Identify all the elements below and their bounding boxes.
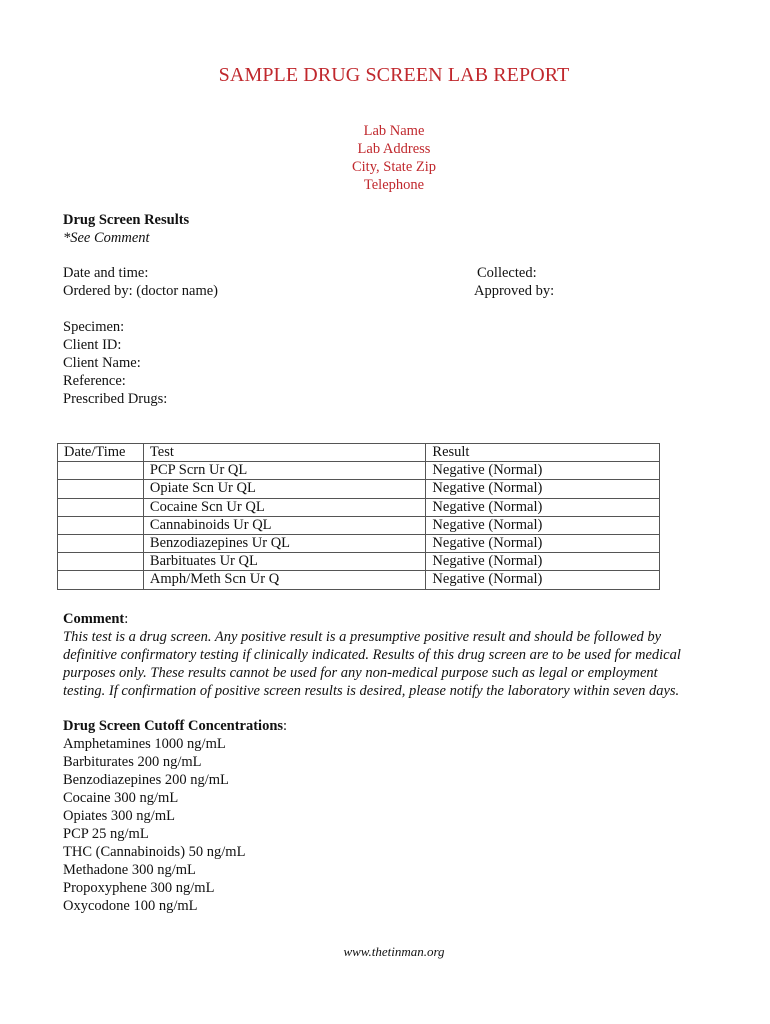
cell-date-time xyxy=(58,571,144,589)
table-row xyxy=(58,553,660,571)
table-row xyxy=(58,480,660,498)
cell-test: Benzodiazepines Ur QL xyxy=(143,534,425,552)
date-time-label: Date and time: xyxy=(63,265,149,281)
cell-date-time xyxy=(58,516,144,534)
see-comment-note: *See Comment xyxy=(63,230,150,246)
cutoff-item: Oxycodone 100 ng/mL xyxy=(63,898,198,914)
cutoff-item: Barbiturates 200 ng/mL xyxy=(63,754,202,770)
cell-test: Cannabinoids Ur QL xyxy=(143,516,425,534)
table-header-row xyxy=(58,444,660,462)
cell-result: Negative (Normal) xyxy=(426,534,660,552)
comment-label: Comment xyxy=(63,611,125,627)
specimen-label: Specimen: xyxy=(63,319,125,335)
cell-result: Negative (Normal) xyxy=(426,480,660,498)
footer-link[interactable]: www.thetinman.org xyxy=(343,944,445,959)
lab-address: Lab Address xyxy=(357,141,431,157)
comment-line: definitive confirmatory testing if clinically indicated. Results of this drug screen are to be used for medical xyxy=(63,647,681,663)
table-row xyxy=(58,571,660,589)
comment-heading xyxy=(63,610,128,628)
results-table xyxy=(57,443,660,590)
prescribed-drugs-label: Prescribed Drugs: xyxy=(63,391,168,407)
cutoff-item: Benzodiazepines 200 ng/mL xyxy=(63,772,229,788)
approved-by-label: Approved by: xyxy=(474,283,555,299)
ordered-by-label: Ordered by: (doctor name) xyxy=(63,283,219,299)
results-heading: Drug Screen Results xyxy=(63,212,190,228)
header-result: Result xyxy=(426,444,660,462)
cell-result: Negative (Normal) xyxy=(426,571,660,589)
cell-date-time xyxy=(58,498,144,516)
cell-test: Barbituates Ur QL xyxy=(143,553,425,571)
specimen-block xyxy=(63,318,167,408)
cutoff-item: Methadone 300 ng/mL xyxy=(63,862,196,878)
table-row xyxy=(58,534,660,552)
header-date-time: Date/Time xyxy=(58,444,144,462)
cell-result: Negative (Normal) xyxy=(426,516,660,534)
cutoff-item: Amphetamines 1000 ng/mL xyxy=(63,736,226,752)
comment-text xyxy=(63,628,723,700)
cutoff-list xyxy=(63,735,245,915)
collected-label: Collected: xyxy=(477,265,537,281)
lab-info xyxy=(0,122,770,194)
header-test: Test xyxy=(143,444,425,462)
cell-date-time xyxy=(58,462,144,480)
report-title: SAMPLE DRUG SCREEN LAB REPORT xyxy=(218,64,570,86)
cutoff-colon: : xyxy=(283,718,288,734)
comment-line: testing. If confirmation of positive screen results is desired, please notify the laboratory within seven days. xyxy=(63,683,680,699)
cutoff-label: Drug Screen Cutoff Concentrations xyxy=(63,718,284,734)
lab-telephone: Telephone xyxy=(363,177,425,193)
cell-date-time xyxy=(58,480,144,498)
cutoff-item: Cocaine 300 ng/mL xyxy=(63,790,179,806)
cutoff-item: Opiates 300 ng/mL xyxy=(63,808,175,824)
reference-label: Reference: xyxy=(63,373,126,389)
cutoff-heading xyxy=(63,717,287,735)
cell-date-time xyxy=(58,553,144,571)
cell-test: Amph/Meth Scn Ur Q xyxy=(143,571,425,589)
cell-date-time xyxy=(58,534,144,552)
cell-result: Negative (Normal) xyxy=(426,498,660,516)
lab-name: Lab Name xyxy=(363,123,425,139)
table-row xyxy=(58,462,660,480)
cell-test: Cocaine Scn Ur QL xyxy=(143,498,425,516)
cell-result: Negative (Normal) xyxy=(426,462,660,480)
table-row xyxy=(58,498,660,516)
lab-city: City, State Zip xyxy=(351,159,437,175)
cell-result: Negative (Normal) xyxy=(426,553,660,571)
comment-colon: : xyxy=(124,611,129,627)
cell-test: Opiate Scn Ur QL xyxy=(143,480,425,498)
table-row xyxy=(58,516,660,534)
client-name-label: Client Name: xyxy=(63,355,141,371)
cell-test: PCP Scrn Ur QL xyxy=(143,462,425,480)
comment-line: This test is a drug screen. Any positive result is a presumptive positive result and should be followed by xyxy=(63,629,662,645)
cutoff-item: THC (Cannabinoids) 50 ng/mL xyxy=(63,844,246,860)
client-id-label: Client ID: xyxy=(63,337,122,353)
cutoff-item: Propoxyphene 300 ng/mL xyxy=(63,880,215,896)
comment-line: purposes only. These results cannot be used for any non-medical purpose such as legal or employment xyxy=(63,665,658,681)
cutoff-item: PCP 25 ng/mL xyxy=(63,826,149,842)
